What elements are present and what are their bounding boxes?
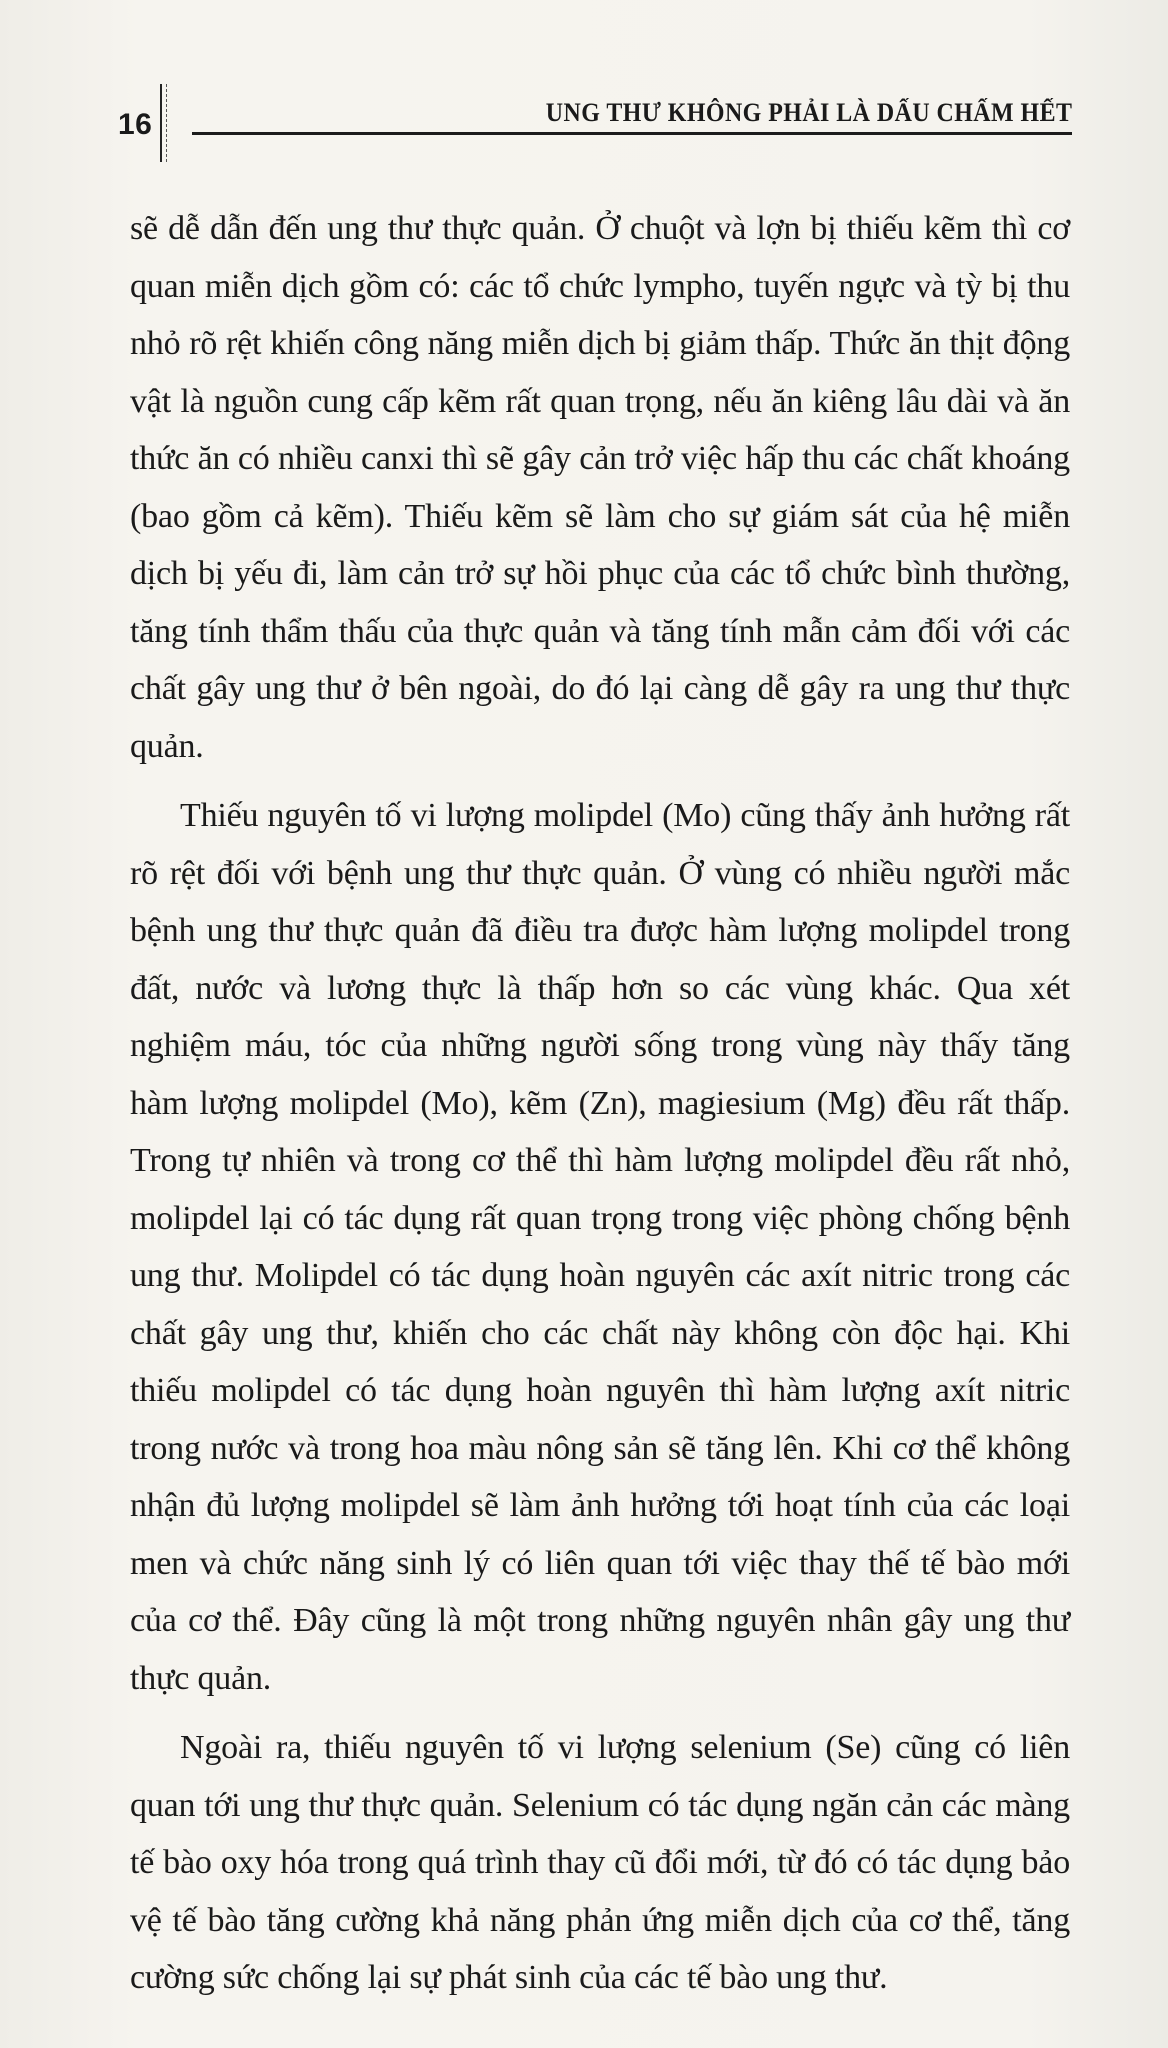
paragraph-3: Ngoài ra, thiếu nguyên tố vi lượng selenium (Se) cũng có liên quan tới ung thư thực quản. Selenium có tác dụng ngăn cản các màng tế bào oxy hóa trong quá trình thay cũ đổi mới, từ đó có tác dụng bảo vệ tế bào tăng cường khả năng phản ứng miễn dịch của cơ thể, tăng cường sức chống lại sự phát sinh của các tế bào ung thư. xyxy=(130,1729,1070,1996)
paragraph-1: sẽ dễ dẫn đến ung thư thực quản. Ở chuột và lợn bị thiếu kẽm thì cơ quan miễn dịch gồm có: các tổ chức lympho, tuyến ngực và tỳ bị thu nhỏ rõ rệt khiến công năng miễn dịch bị giảm thấp. Thức ăn thịt động vật là nguồn cung cấp kẽm rất quan trọng, nếu ăn kiêng lâu dài và ăn thức ăn có nhiều canxi thì sẽ gây cản trở việc hấp thu các chất khoáng (bao gồm cả kẽm). Thiếu kẽm sẽ làm cho sự giám sát của hệ miễn dịch bị yếu đi, làm cản trở sự hồi phục của các tổ chức bình thường, tăng tính thẩm thấu của thực quản và tăng tính mẫn cảm đối với các chất gây ung thư ở bên ngoài, do đó lại càng dễ gây ra ung thư thực quản. xyxy=(130,210,1070,765)
header-rule xyxy=(192,132,1072,135)
running-title: UNG THƯ KHÔNG PHẢI LÀ DẤU CHẤM HẾT xyxy=(545,98,1072,127)
body-text xyxy=(130,200,1070,2019)
header-vertical-rule xyxy=(160,84,167,162)
page-number: 16 xyxy=(118,108,153,141)
paragraph-2: Thiếu nguyên tố vi lượng molipdel (Mo) cũng thấy ảnh hưởng rất rõ rệt đối với bệnh ung thư thực quản. Ở vùng có nhiều người mắc bệnh ung thư thực quản đã điều tra được hàm lượng molipdel trong đất, nước và lương thực là thấp hơn so các vùng khác. Qua xét nghiệm máu, tóc của những người sống trong vùng này thấy tăng hàm lượng molipdel (Mo), kẽm (Zn), magiesium (Mg) đều rất thấp. Trong tự nhiên và trong cơ thể thì hàm lượng molipdel đều rất nhỏ, molipdel lại có tác dụng rất quan trọng trong việc phòng chống bệnh ung thư. Molipdel có tác dụng hoàn nguyên các axít nitric trong các chất gây ung thư, khiến cho các chất này không còn độc hại. Khi thiếu molipdel có tác dụng hoàn nguyên thì hàm lượng axít nitric trong nước và trong hoa màu nông sản sẽ tăng lên. Khi cơ thể không nhận đủ lượng molipdel sẽ làm ảnh hưởng tới hoạt tính của các loại men và chức năng sinh lý có liên quan tới việc thay thế tế bào mới của cơ thể. Đây cũng là một trong những nguyên nhân gây ung thư thực quản. xyxy=(130,797,1070,1697)
